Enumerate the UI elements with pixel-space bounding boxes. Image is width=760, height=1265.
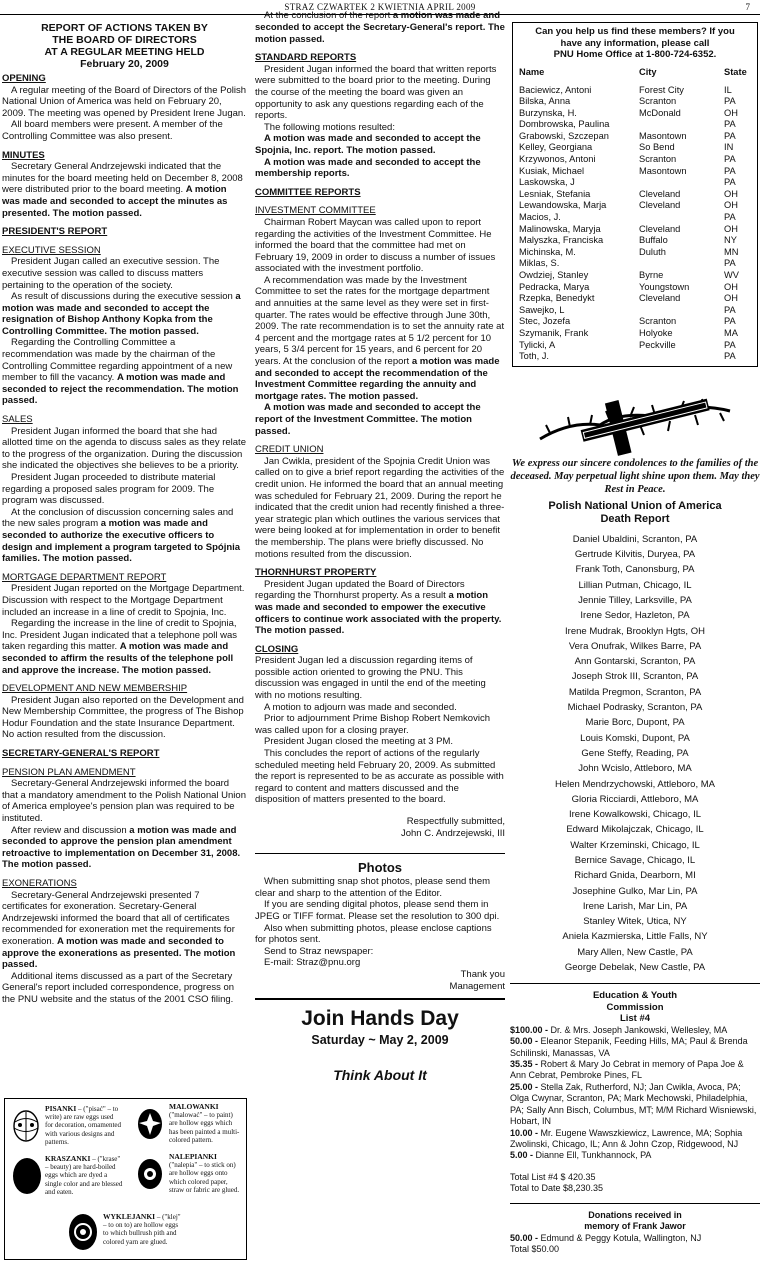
members-table-body bbox=[519, 85, 751, 363]
paragraph: A motion to adjourn was made and seconded. bbox=[264, 701, 457, 713]
paragraph bbox=[255, 579, 505, 637]
member-name: Owdziej, Stanley bbox=[519, 270, 589, 280]
egg-text: ("nalepia" – to stick on) are hollow eggs onto which colored paper, straw or fabric are glued. bbox=[169, 1161, 240, 1194]
egg-name: NALEPIANKI bbox=[169, 1152, 217, 1161]
malowanki-egg-icon bbox=[135, 1105, 165, 1141]
thanks-line: Thank you bbox=[460, 968, 505, 980]
members-heading: have any information, please call bbox=[560, 37, 710, 49]
join-hands-title: Join Hands Day bbox=[301, 1007, 459, 1031]
kraszanki-egg-icon bbox=[11, 1155, 43, 1195]
member-name: Michinska, M. bbox=[519, 246, 576, 257]
motion-paragraph: A motion was made and seconded to accept the membership reports. bbox=[255, 156, 481, 180]
member-row bbox=[519, 305, 751, 317]
section-heading: THORNHURST PROPERTY bbox=[255, 567, 377, 579]
member-city: Peckville bbox=[639, 339, 676, 350]
member-state: PA bbox=[724, 258, 736, 269]
member-row bbox=[519, 282, 751, 294]
motion-text: a motion was made and seconded to accept the recommendation of the Investment Committee regarding the annuity and mortgage rates. The motion passed. bbox=[255, 356, 500, 402]
member-state: PA bbox=[724, 177, 736, 188]
column-2 bbox=[255, 10, 505, 1262]
member-state: PA bbox=[724, 119, 736, 130]
subsection-heading: SALES bbox=[2, 414, 33, 426]
subsection-heading: MORTGAGE DEPARTMENT REPORT bbox=[2, 571, 167, 583]
paragraph bbox=[255, 275, 505, 403]
member-row bbox=[519, 258, 751, 270]
paragraph: President Jugan proceeded to distribute material regarding a proposed sales program for 2009. The program was discussed. bbox=[2, 472, 216, 507]
motion-text: A motion was made and seconded to accept the minutes as presented. The motion passed. bbox=[2, 184, 228, 219]
member-row bbox=[519, 142, 751, 154]
member-state: PA bbox=[724, 304, 736, 315]
member-state: PA bbox=[724, 165, 736, 176]
member-name: Kelley, Georgiana bbox=[519, 142, 593, 153]
motion-text: a motion was made and seconded to approve the pension plan amendment retroactive to implementation on December 31, 2008. The motion passed. bbox=[2, 824, 241, 871]
report-title bbox=[2, 22, 247, 70]
member-name: Lewandowska, Marja bbox=[519, 200, 607, 211]
member-row bbox=[519, 119, 751, 131]
education-totals bbox=[510, 1172, 760, 1195]
paragraph bbox=[2, 291, 247, 337]
paragraph: President Jugan also reported on the Development and New Membership Committee, the progress of The Bishop Hodur Foundation and the state Insurance Department. No action resulted from the discussion. bbox=[2, 694, 244, 741]
total-line: Total List #4 $ 420.35 bbox=[510, 1171, 596, 1182]
paragraph-text: President Jugan updated the Board of Directors regarding the Thornhurst property. As a result bbox=[255, 578, 465, 602]
thanks-signature: Management bbox=[449, 980, 505, 992]
death-report-entry: Josephine Gulko, Mar Lin, PA bbox=[572, 885, 698, 897]
join-hands-tagline: Think About It bbox=[333, 1067, 427, 1084]
death-report-entry: Matilda Pregmon, Scranton, PA bbox=[568, 686, 702, 698]
paragraph: When submitting snap shot photos, please send them clear and sharp to the attention of the Editor. bbox=[255, 876, 491, 899]
education-title: Education & Youth bbox=[592, 990, 678, 1002]
education-donations-list bbox=[510, 1025, 760, 1162]
egg-text: ("malować" – to paint) are hollow eggs which has been painted a multi-colored pattern. bbox=[169, 1111, 240, 1144]
nalepianki-egg-icon bbox=[135, 1155, 165, 1191]
paragraph: Jan Cwikla, president of the Spojnia Credit Union was called on to give a brief report regarding the activities of the credit union. He informed the board that an annual meeting was scheduled for February 21, 2009. During the report he indicated that the credit union had recently finished a three-year strategic plan which outlines the various services that were being looked at for implementation in order to benefit the membership. The plans were briefly discussed. No motions resulted from the discussion. bbox=[255, 455, 505, 560]
member-name: Stec, Jozefa bbox=[519, 316, 571, 327]
divider bbox=[255, 998, 505, 1000]
member-row bbox=[519, 235, 751, 247]
death-report-entry: Frank Toth, Canonsburg, PA bbox=[575, 564, 695, 576]
col-header-state: State bbox=[724, 66, 747, 77]
member-name: Szymanik, Frank bbox=[519, 327, 589, 338]
cross-icon bbox=[510, 381, 760, 453]
photos-heading: Photos bbox=[357, 860, 403, 876]
member-row bbox=[519, 189, 751, 201]
divider bbox=[255, 853, 505, 854]
egg-description bbox=[169, 1103, 243, 1144]
paragraph bbox=[2, 825, 247, 871]
member-name: Dombrowska, Paulina bbox=[519, 119, 610, 130]
donation-amount: 10.00 - bbox=[510, 1127, 539, 1138]
donation-entry bbox=[510, 1082, 760, 1128]
death-report-list bbox=[510, 532, 760, 976]
report-title-line: REPORT OF ACTIONS TAKEN BY bbox=[41, 22, 208, 34]
death-report-entry: Lillian Putman, Chicago, IL bbox=[578, 579, 692, 591]
donation-text: Stella Zak, Rutherford, NJ; Jan Cwikla, Avoca, PA; Olga Cwynar, Scranton, PA; Mark Mechowski, Philadelphia, PA; Sally Ann Bisch, Columbus, MT; M/M Richard Wisniewski, Hobart, IN bbox=[510, 1081, 757, 1127]
death-report-entry: Irene Kowalkowski, Chicago, IL bbox=[568, 809, 701, 821]
paragraph: President Jugan informed the board that she had allotted time on the agenda to discuss sales as they relate to the progress of the organization. During the discussion she indicated the objectives she believes to be a priority. bbox=[2, 425, 246, 472]
member-row bbox=[519, 224, 751, 236]
paragraph-text: A recommendation was made by the Investment Committee to set the rates for the mortgage department and annuities at the same level as they were set in first-quarter. The rates would be effective through June 30th, 2009. The rate recommendation is to set the annuity rate at 4 percent and the mortgage rates at 5 1/2 percent for 10 years, 5 3/4 percent for 15 years, and 6 percent for 20 years. At the conclusion of the report bbox=[255, 274, 505, 368]
education-title: Commission bbox=[606, 1001, 664, 1013]
egg-name: KRASZANKI bbox=[45, 1154, 91, 1163]
egg-description bbox=[103, 1213, 181, 1246]
subsection-heading: EXONERATIONS bbox=[2, 878, 77, 889]
section-heading: COMMITTEE REPORTS bbox=[255, 186, 361, 198]
member-name: Grabowski, Szczepan bbox=[519, 130, 609, 141]
col-header-city: City bbox=[639, 66, 657, 77]
section-heading: OPENING bbox=[2, 73, 46, 84]
member-city: McDonald bbox=[639, 107, 681, 118]
death-report-entry: Ann Gontarski, Scranton, PA bbox=[574, 656, 696, 668]
member-state: OH bbox=[724, 281, 738, 292]
section-heading: PRESIDENT'S REPORT bbox=[2, 226, 108, 238]
member-name: Krzywonos, Antoni bbox=[519, 154, 596, 165]
death-report-entry: Louis Komski, Dupont, PA bbox=[580, 732, 690, 744]
paragraph: Additional items discussed as a part of the Secretary General's report included correspondence, progress on the PNU website and the status of the 2001 CSO filing. bbox=[2, 970, 235, 1005]
member-state: IN bbox=[724, 142, 734, 153]
paragraph: This concludes the report of actions of the regularly scheduled meeting held February 20, 2009. As submitted the report is represented to be as accurate as possible with regard to content and matters discussed and the disposition of matters presented to the board. bbox=[255, 748, 504, 806]
donation-amount: 25.00 - bbox=[510, 1081, 539, 1092]
paragraph-text: After review and discussion bbox=[11, 824, 127, 836]
death-report-entry: John Wcislo, Attleboro, MA bbox=[578, 763, 692, 775]
paragraph-text: Secretary General Andrzejewski indicated that the minutes for the board meeting held on December 8, 2008 were distributed prior to the board meeting. bbox=[2, 161, 243, 196]
donation-amount: 50.00 - bbox=[510, 1232, 539, 1243]
egg-text: – ("klej" – to on to) are hollow eggs to which bullrush pith and colored yarn are glued. bbox=[103, 1213, 181, 1246]
death-report-entry: Mary Allen, New Castle, PA bbox=[577, 946, 693, 958]
donation-entry bbox=[510, 1128, 760, 1151]
member-row bbox=[519, 131, 751, 143]
member-name: Toth, J. bbox=[519, 351, 549, 362]
member-row bbox=[519, 85, 751, 97]
member-state: PA bbox=[724, 96, 736, 107]
death-report-entry: Gene Steffy, Reading, PA bbox=[581, 747, 689, 759]
death-report-entry: Aniela Kazmierska, Little Falls, NY bbox=[562, 931, 708, 943]
paragraph-text: As result of discussions during the executive session bbox=[11, 291, 233, 303]
member-name: Malyszka, Franciska bbox=[519, 235, 604, 246]
paragraph: President Jugan called an executive session. The executive session was called to discuss matters pertaining to the operation of the society. bbox=[2, 256, 220, 291]
paragraph: Chairman Robert Maycan was called upon to report regarding the activities of the Investment Committee. He informed the board that the committee had met on February 19, 2009 in order to discuss a number of issues associated with the investment portfolio. bbox=[255, 216, 496, 275]
member-city bbox=[639, 119, 724, 131]
member-name: Macios, J. bbox=[519, 212, 561, 223]
member-state: PA bbox=[724, 154, 736, 165]
donation-text: Edmund & Peggy Kotula, Wallington, NJ bbox=[538, 1232, 702, 1243]
death-report-entry: Richard Gnida, Dearborn, MI bbox=[574, 870, 696, 882]
member-city: Scranton bbox=[639, 96, 677, 107]
death-report-entry: Edward Mikolajczak, Chicago, IL bbox=[566, 824, 704, 836]
member-city: Byrne bbox=[639, 270, 664, 280]
member-state: OH bbox=[724, 223, 738, 234]
member-row bbox=[519, 177, 751, 189]
donation-amount: 50.00 - bbox=[510, 1036, 539, 1047]
member-state: MN bbox=[724, 246, 739, 257]
paragraph: All board members were present. A member of the Controlling Committee was also present. bbox=[2, 119, 223, 142]
cross-illustration bbox=[510, 381, 760, 453]
member-row bbox=[519, 200, 751, 212]
donation-text: Dianne Ell, Tunkhannock, PA bbox=[533, 1150, 652, 1161]
death-report-entry: Joseph Strok III, Scranton, PA bbox=[571, 671, 699, 683]
motion-text: A motion was made and seconded to reject the recommendation. The motion passed. bbox=[2, 372, 239, 407]
member-state: PA bbox=[724, 212, 736, 223]
member-row bbox=[519, 340, 751, 352]
death-report-title: Polish National Union of America bbox=[548, 499, 722, 512]
member-city bbox=[639, 351, 724, 363]
member-city: Cleveland bbox=[639, 188, 681, 199]
death-report-entry: Walter Krzeminski, Chicago, IL bbox=[570, 839, 700, 851]
motion-paragraph: A motion was made and seconded to accept the report of the Investment Committee. The motion passed. bbox=[255, 402, 481, 437]
motion-text: A motion was made and seconded to approve the exonerations as presented. The motion passed. bbox=[2, 935, 236, 971]
member-city bbox=[639, 212, 724, 224]
donation-entry bbox=[510, 1150, 760, 1161]
member-name: Burzynska, H. bbox=[519, 107, 577, 118]
donation-entry bbox=[510, 1059, 760, 1082]
donation-amount: 35.35 - bbox=[510, 1059, 539, 1070]
donation-entry bbox=[510, 1036, 760, 1059]
member-state: PA bbox=[724, 351, 736, 362]
member-state: OH bbox=[724, 107, 738, 118]
member-row bbox=[519, 154, 751, 166]
member-city: Forest City bbox=[639, 84, 684, 95]
signoff-name: John C. Andrzejewski, III bbox=[400, 827, 505, 839]
motion-text: a motion was made and seconded to empower the executive officers to continue work associated with the property. The motion passed. bbox=[255, 590, 502, 637]
section-heading: SECRETARY-GENERAL'S REPORT bbox=[2, 748, 160, 760]
paragraph: President Jugan led a discussion regarding items of possible action oriented to growing the PNU. This discussion was engaged in until the end of the meeting with no motions resulting. bbox=[255, 655, 486, 702]
member-name: Pedracka, Marya bbox=[519, 281, 590, 292]
paragraph: President Jugan reported on the Mortgage Department. Discussion with respect to the Mortgage Department included an increase in a line of credit to Spojnia, Inc. bbox=[2, 583, 245, 618]
member-state: OH bbox=[724, 293, 738, 304]
member-row bbox=[519, 108, 751, 120]
condolence-text: We express our sincere condolences to the families of the deceased. May perpetual light shine upon them. May they Rest in Peace. bbox=[510, 457, 760, 495]
section-heading: MINUTES bbox=[2, 149, 45, 161]
member-city: Masontown bbox=[639, 130, 687, 141]
member-row bbox=[519, 212, 751, 224]
motion-text: a motion was made and seconded to authorize the executive officers to design and implement a program targeted to Spójnia families. The motion passed. bbox=[2, 518, 241, 565]
member-city bbox=[639, 258, 724, 270]
paragraph: If you are sending digital photos, please send them in JPEG or TIFF format. Please set the resolution to 300 dpi. bbox=[255, 899, 500, 922]
subsection-heading: INVESTMENT COMMITTEE bbox=[255, 205, 376, 217]
member-row bbox=[519, 96, 751, 108]
member-state: OH bbox=[724, 200, 738, 211]
egg-text: – ("krase" – beauty) are hard-boiled eggs which are dyed a single color and are blessed and eaten. bbox=[45, 1155, 123, 1196]
member-row bbox=[519, 328, 751, 340]
paragraph: Prior to adjournment Prime Bishop Robert Nemkovich was called upon for a closing prayer. bbox=[255, 713, 490, 736]
section-heading: STANDARD REPORTS bbox=[255, 52, 357, 64]
donation-amount: $100.00 - bbox=[510, 1024, 549, 1035]
death-report-entry: Helen Mendrzychowski, Attleboro, MA bbox=[555, 778, 715, 790]
death-report-entry: Daniel Ubaldini, Scranton, PA bbox=[572, 533, 698, 545]
paragraph-text: At the conclusion of discussion concerning sales and the new sales program bbox=[2, 506, 234, 530]
member-city: So Bend bbox=[639, 142, 675, 153]
member-state: MA bbox=[724, 327, 738, 338]
paragraph: Also when submitting photos, please enclose captions for photos sent. bbox=[255, 922, 492, 946]
donation-amount: 5.00 - bbox=[510, 1150, 534, 1161]
paragraph-text: Secretary-General Andrzejewski presented 7 certificates for exoneration. Secretary-General Andrzejewski informed the board that all of certificates recommended for exoneration met the requirements for exoneration. bbox=[2, 889, 235, 947]
death-report-subtitle: Death Report bbox=[600, 512, 670, 525]
death-report-entry: Irene Larish, Mar Lin, PA bbox=[582, 900, 688, 912]
total-line: Total $50.00 bbox=[510, 1243, 560, 1254]
paragraph bbox=[2, 507, 247, 565]
member-city: Buffalo bbox=[639, 235, 668, 246]
members-heading: Can you help us find these members? If you bbox=[535, 26, 735, 37]
egg-name: PISANKI bbox=[45, 1104, 77, 1113]
subsection-heading: PENSION PLAN AMENDMENT bbox=[2, 766, 136, 778]
memorial-donations bbox=[510, 1233, 760, 1256]
death-report-entry: George Debelak, New Castle, PA bbox=[564, 962, 706, 974]
wyklejanki-egg-icon bbox=[67, 1211, 99, 1251]
paragraph bbox=[2, 337, 247, 407]
member-row bbox=[519, 316, 751, 328]
section-heading: CLOSING bbox=[255, 643, 299, 655]
member-name: Kusiak, Michael bbox=[519, 165, 585, 176]
missing-members-box bbox=[512, 22, 758, 367]
egg-text: – ("pisać" – to write) are raw eggs used for decoration, ornamented with various designs and patterns. bbox=[45, 1105, 121, 1146]
motion-text: a motion was made and seconded to accept the resignation of Bishop Anthony Kopka from the Controlling Committee. The motion passed. bbox=[2, 291, 241, 337]
member-city: Cleveland bbox=[639, 223, 681, 234]
paragraph: President Jugan informed the board that written reports were submitted to the board prior to the meeting. During the course of the meeting the board was given an opportunity to ask any questions regarding each of the reports. bbox=[255, 63, 497, 122]
signoff bbox=[255, 816, 505, 839]
death-report-entry: Michael Podrasky, Scranton, PA bbox=[567, 702, 703, 714]
paragraph: A regular meeting of the Board of Directors of the Polish National Union of America was held on February 20, 2009. The meeting was opened by President Irene Jugan. bbox=[2, 84, 246, 119]
education-title: List #4 bbox=[619, 1013, 651, 1025]
report-title-line: February 20, 2009 bbox=[80, 58, 169, 70]
member-state: PA bbox=[724, 130, 736, 141]
member-city: Cleveland bbox=[639, 293, 681, 304]
report-title-line: AT A REGULAR MEETING HELD bbox=[44, 46, 205, 58]
member-name: Miklas, S. bbox=[519, 258, 560, 269]
member-city bbox=[639, 177, 724, 189]
members-header-row bbox=[519, 67, 751, 85]
total-line: Total to Date $8,230.35 bbox=[510, 1183, 604, 1194]
paragraph: Send to Straz newspaper: bbox=[264, 945, 374, 957]
easter-eggs-box bbox=[4, 1098, 247, 1260]
paragraph-text: Regarding the Controlling Committee a recommendation was made by the chairman of the Controlling Committee regarding appointment of a new member to fill the vacancy. bbox=[2, 337, 233, 384]
death-report-entry: Irene Mudrak, Brooklyn Hgts, OH bbox=[565, 625, 705, 637]
member-city: Cleveland bbox=[639, 200, 681, 211]
paragraph bbox=[255, 10, 505, 45]
member-name: Rzepka, Benedykt bbox=[519, 293, 595, 304]
member-state: OH bbox=[724, 188, 738, 199]
death-report-entry: Jennie Tilley, Larksville, PA bbox=[578, 594, 692, 606]
member-city bbox=[639, 305, 724, 317]
motion-text: a motion was made and seconded to accept the Secretary-General's report. The motion passed. bbox=[255, 10, 505, 45]
paragraph bbox=[2, 161, 247, 219]
members-table bbox=[519, 67, 751, 363]
pisanki-egg-icon bbox=[11, 1107, 41, 1143]
death-report-entry: Gloria Ricciardi, Attleboro, MA bbox=[571, 793, 699, 805]
member-name: Bilska, Anna bbox=[519, 96, 571, 107]
paragraph-text: At the conclusion of the report bbox=[264, 10, 391, 22]
paragraph: Secretary-General Andrzejewski informed the board that a mandatory amendment to the Polish National Union of America employee's pension plan was required to be instituted. bbox=[2, 778, 246, 825]
member-name: Malinowska, Maryja bbox=[519, 223, 601, 234]
member-row bbox=[519, 270, 751, 282]
egg-description bbox=[169, 1153, 243, 1194]
member-name: Laskowska, J bbox=[519, 177, 575, 188]
column-3 bbox=[510, 22, 760, 1262]
member-name: Sawejko, L bbox=[519, 304, 565, 315]
signoff-line: Respectfully submitted, bbox=[406, 816, 505, 827]
members-heading: PNU Home Office at 1-800-724-6352. bbox=[553, 49, 717, 60]
member-name: Baciewicz, Antoni bbox=[519, 84, 592, 95]
subsection-heading: DEVELOPMENT AND NEW MEMBERSHIP bbox=[2, 683, 188, 695]
member-city: Scranton bbox=[639, 154, 677, 165]
paragraph: The following motions resulted: bbox=[264, 121, 395, 133]
member-city: Scranton bbox=[639, 316, 677, 327]
memorial-title: memory of Frank Jawor bbox=[584, 1221, 686, 1232]
paragraph: President Jugan closed the meeting at 3 PM. bbox=[264, 736, 454, 748]
member-state: PA bbox=[724, 316, 736, 327]
donation-text: Eleanor Stepanik, Feeding Hills, MA; Paul & Brenda Schilinski, Manassas, VA bbox=[510, 1036, 748, 1058]
member-city: Youngstown bbox=[639, 281, 690, 292]
egg-description bbox=[45, 1155, 125, 1196]
divider bbox=[510, 983, 760, 984]
motion-paragraph: A motion was made and seconded to accept the Spojnia, Inc. report. The motion passed. bbox=[255, 133, 481, 156]
member-row bbox=[519, 166, 751, 178]
member-name: Tylicki, A bbox=[519, 339, 556, 350]
egg-description bbox=[45, 1105, 123, 1146]
death-report-entry: Marie Borc, Dupont, PA bbox=[585, 717, 685, 729]
member-city: Masontown bbox=[639, 165, 687, 176]
member-state: PA bbox=[724, 339, 736, 350]
memorial-title: Donations received in bbox=[588, 1209, 682, 1220]
column-1 bbox=[2, 22, 247, 1094]
email-line: E-mail: Straz@pnu.org bbox=[264, 957, 361, 969]
member-state: NY bbox=[724, 235, 737, 246]
col-header-name: Name bbox=[519, 66, 545, 77]
paragraph bbox=[2, 890, 247, 971]
member-row bbox=[519, 351, 751, 363]
subsection-heading: EXECUTIVE SESSION bbox=[2, 244, 101, 256]
death-report-entry: Stanley Witek, Utica, NY bbox=[583, 916, 687, 928]
donation-text: Dr. & Mrs. Joseph Jankowski, Wellesley, MA bbox=[548, 1024, 728, 1035]
paragraph-text: Regarding the increase in the line of credit to Spojnia, Inc. President Jugan indicated that a telephone poll was taken regarding this matter. bbox=[2, 618, 238, 653]
death-report-entry: Bernice Savage, Chicago, IL bbox=[574, 854, 696, 866]
member-row bbox=[519, 293, 751, 305]
join-hands-date: Saturday ~ May 2, 2009 bbox=[311, 1033, 449, 1048]
member-name: Lesniak, Stefania bbox=[519, 188, 591, 199]
egg-name: MALOWANKI bbox=[169, 1102, 219, 1111]
motion-text: A motion was made and seconded to affirm the results of the telephone poll and approve the increase. The motion passed. bbox=[2, 641, 234, 676]
page-number: 7 bbox=[745, 2, 750, 12]
donation-entry bbox=[510, 1025, 760, 1036]
member-row bbox=[519, 247, 751, 259]
member-state: WV bbox=[724, 270, 739, 280]
member-city: Holyoke bbox=[639, 327, 673, 338]
divider bbox=[510, 1203, 760, 1204]
death-report-entry: Gertrude Kilvitis, Duryea, PA bbox=[574, 549, 696, 561]
donation-text: Robert & Mary Jo Cebrat in memory of Papa Joe & Ann Cebrat, Pembroke Pines, FL bbox=[510, 1059, 744, 1081]
donation-entry bbox=[510, 1233, 760, 1244]
egg-name: WYKLEJANKI bbox=[103, 1212, 156, 1221]
subsection-heading: CREDIT UNION bbox=[255, 444, 324, 456]
death-report-entry: Irene Sedor, Hazleton, PA bbox=[580, 610, 690, 622]
paragraph bbox=[2, 618, 247, 676]
member-state: IL bbox=[724, 84, 732, 95]
report-title-line: THE BOARD OF DIRECTORS bbox=[52, 34, 197, 46]
member-city: Duluth bbox=[639, 246, 666, 257]
page-header-title: STRAZ CZWARTEK 2 KWIETNIA APRIL 2009 bbox=[284, 2, 476, 12]
donation-text: Mr. Eugene Wawszkiewicz, Lawrence, MA; Sophia Zwolinski, Chicago, IL; Ann & John Czop, Ridgewood, NJ bbox=[510, 1127, 743, 1149]
death-report-entry: Vera Onufrak, Wilkes Barre, PA bbox=[568, 640, 702, 652]
